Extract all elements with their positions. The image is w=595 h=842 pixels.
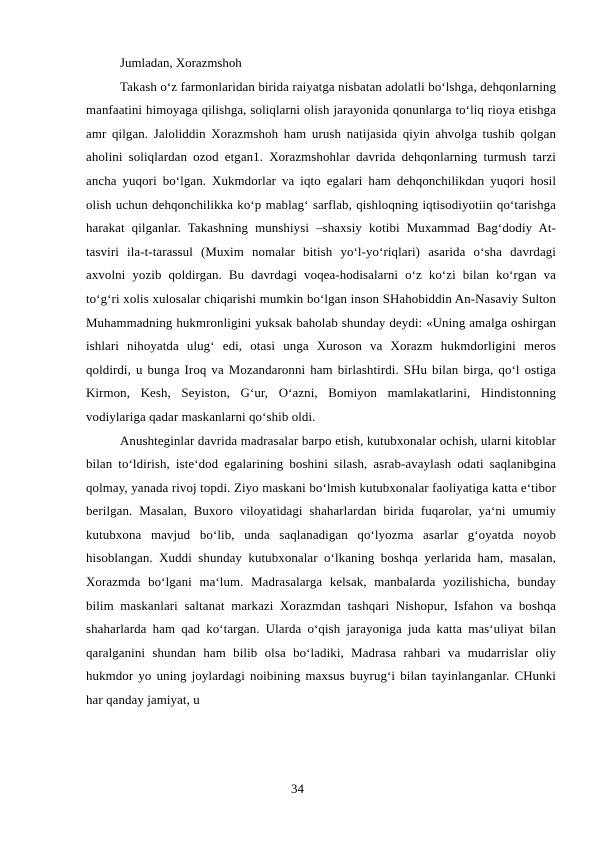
page-number: 34 <box>291 782 304 796</box>
document-heading: Jumladan, Xorazmshoh <box>120 56 242 70</box>
paragraph-1: Takash o‘z farmonlaridan birida raiyatga nisbatan adolatli bo‘lshga, dehqonlarning manfaatini himoyaga qilishga, soliqlarni olish jarayonida qonunlarga to‘liq rioya etishga amr qilgan. Jaloliddin Xorazmshoh ham urush natijasida qiyin ahvolga tushib qolgan aholini soliqlardan ozod etgan1. Xorazmshohlar davrida dehqonlarning turmush tarzi ancha yuqori bo‘lgan. Xukmdorlar va iqto egalari ham dehqonchilikdan yuqori hosil olish uchun dehqonchilikka ko‘p mablag‘ sarflab, qishloqning iqtisodiyotiin qo‘tarishga harakat qilganlar. Takashning munshiysi –shaxsiy kotibi Muxammad Bag‘dodiy At-tasviri ila-t-tarassul (Muxim nomalar bitish yo‘l-yo‘riqlari) asarida o‘sha davrdagi axvolni yozib qoldirgan. Bu davrdagi voqea-hodisalarni o‘z ko‘zi bilan ko‘rgan va to‘g‘ri xolis xulosalar chiqarishi mumkin bo‘lgan inson SHahobiddin An-Nasaviy Sulton Muhammadning hukmronligini yuksak baholab shunday deydi: «Uning amalga oshirgan ishlari nihoyatda ulug‘ edi, otasi unga Xuroson va Xorazm hukmdorligini meros qoldirdi, u bunga Iroq va Mozandaronni ham birlashtirdi. SHu bilan birga, qo‘l ostiga Kirmon, Kesh, Seyiston, G‘ur, O‘azni, Bomiyon mamlakatlarini, Hindistonning vodiylariga qadar maskanlarni qo‘shib oldi. <box>86 79 556 424</box>
paragraph-2: Anushteginlar davrida madrasalar barpo etish, kutubxonalar ochish, ularni kitoblar bilan to‘ldirish, iste‘dod egalarining boshini silash, asrab-avaylash odati saqlanibgina qolmay, yanada rivoj topdi. Ziyo maskani bo‘lmish kutubxonalar faoliyatiga katta e‘tibor berilgan. Masalan, Buxoro viloyatidagi shaharlardan birida fuqarolar, ya‘ni umumiy kutubxona mavjud bo‘lib, unda saqlanadigan qo‘lyozma asarlar g‘oyatda noyob hisoblangan. Xuddi shunday kutubxonalar o‘lkaning boshqa yerlarida ham, masalan, Xorazmda bo‘lgani ma‘lum. Madrasalarga kelsak, manbalarda yozilishicha, bunday bilim maskanlari saltanat markazi Xorazmdan tashqari Nishopur, Isfahon va boshqa shaharlarda ham qad ko‘targan. Ularda o‘qish jarayoniga juda katta mas‘uliyat bilan qaralganini shundan ham bilib olsa bo‘ladiki, Madrasa rahbari va mudarrislar oliy hukmdor yo uning joylardagi noibining maxsus buyrug‘i bilan tayinlanganlar. CHunki har qanday jamiyat, u <box>86 433 556 708</box>
document-page <box>86 52 556 713</box>
